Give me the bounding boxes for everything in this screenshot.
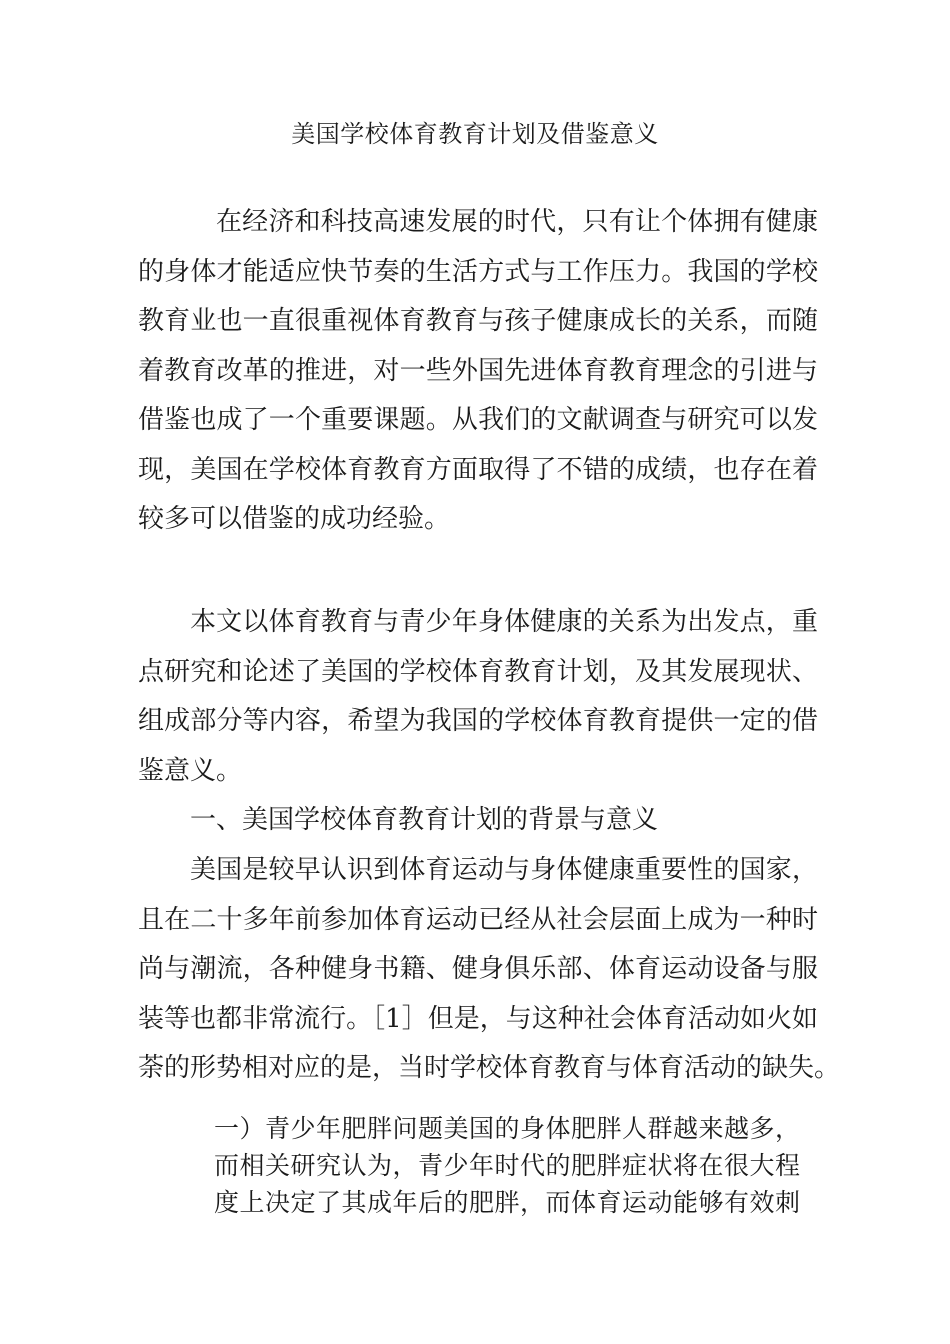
text-line: 鉴意义。	[138, 755, 243, 786]
text-line: 尚与潮流，各种健身书籍、健身俱乐部、体育运动设备与服	[138, 954, 818, 984]
text-line: 装等也都非常流行。［1］但是，与这种社会体育活动如火如	[138, 1003, 818, 1034]
paragraph-background	[138, 846, 841, 1094]
text-line: 较多可以借鉴的成功经验。	[138, 504, 451, 534]
text-line: 美国是较早认识到体育运动与身体健康重要性的国家，	[190, 855, 818, 885]
text-line: 组成部分等内容，希望为我国的学校体育教育提供一定的借	[138, 706, 818, 736]
paragraph-scope	[138, 598, 818, 796]
subsection-obesity	[214, 1110, 800, 1221]
text-line: 且在二十多年前参加体育运动已经从社会层面上成为一种时	[138, 904, 818, 935]
text-line: 荼的形势相对应的是，当时学校体育教育与体育活动的缺失。	[138, 1053, 841, 1083]
heading-text: 一、美国学校体育教育计划的背景与意义	[190, 805, 659, 835]
text-line: 在经济和科技高速发展的时代，只有让个体拥有健康	[216, 207, 818, 237]
text-line: 而相关研究认为，青少年时代的肥胖症状将在很大程	[214, 1151, 800, 1180]
text-line: 一）青少年肥胖问题美国的身体肥胖人群越来越多，	[214, 1114, 800, 1143]
text-line: 教育业也一直很重视体育教育与孩子健康成长的关系，而随	[138, 306, 818, 336]
text-line: 本文以体育教育与青少年身体健康的关系为出发点，重	[190, 607, 818, 637]
paragraph-intro	[138, 198, 818, 545]
text-line: 借鉴也成了一个重要课题。从我们的文献调查与研究可以发	[138, 405, 818, 435]
text-line: 的身体才能适应快节奏的生活方式与工作压力。我国的学校	[138, 256, 818, 287]
text-line: 度上决定了其成年后的肥胖，而体育运动能够有效刺	[214, 1188, 800, 1217]
document-title: 美国学校体育教育计划及借鉴意义	[291, 120, 659, 148]
text-line: 点研究和论述了美国的学校体育教育计划，及其发展现状、	[138, 656, 818, 687]
section-heading	[138, 796, 818, 846]
text-line: 着教育改革的推进，对一些外国先进体育教育理念的引进与	[138, 355, 818, 386]
text-line: 现，美国在学校体育教育方面取得了不错的成绩，也存在着	[138, 454, 818, 485]
